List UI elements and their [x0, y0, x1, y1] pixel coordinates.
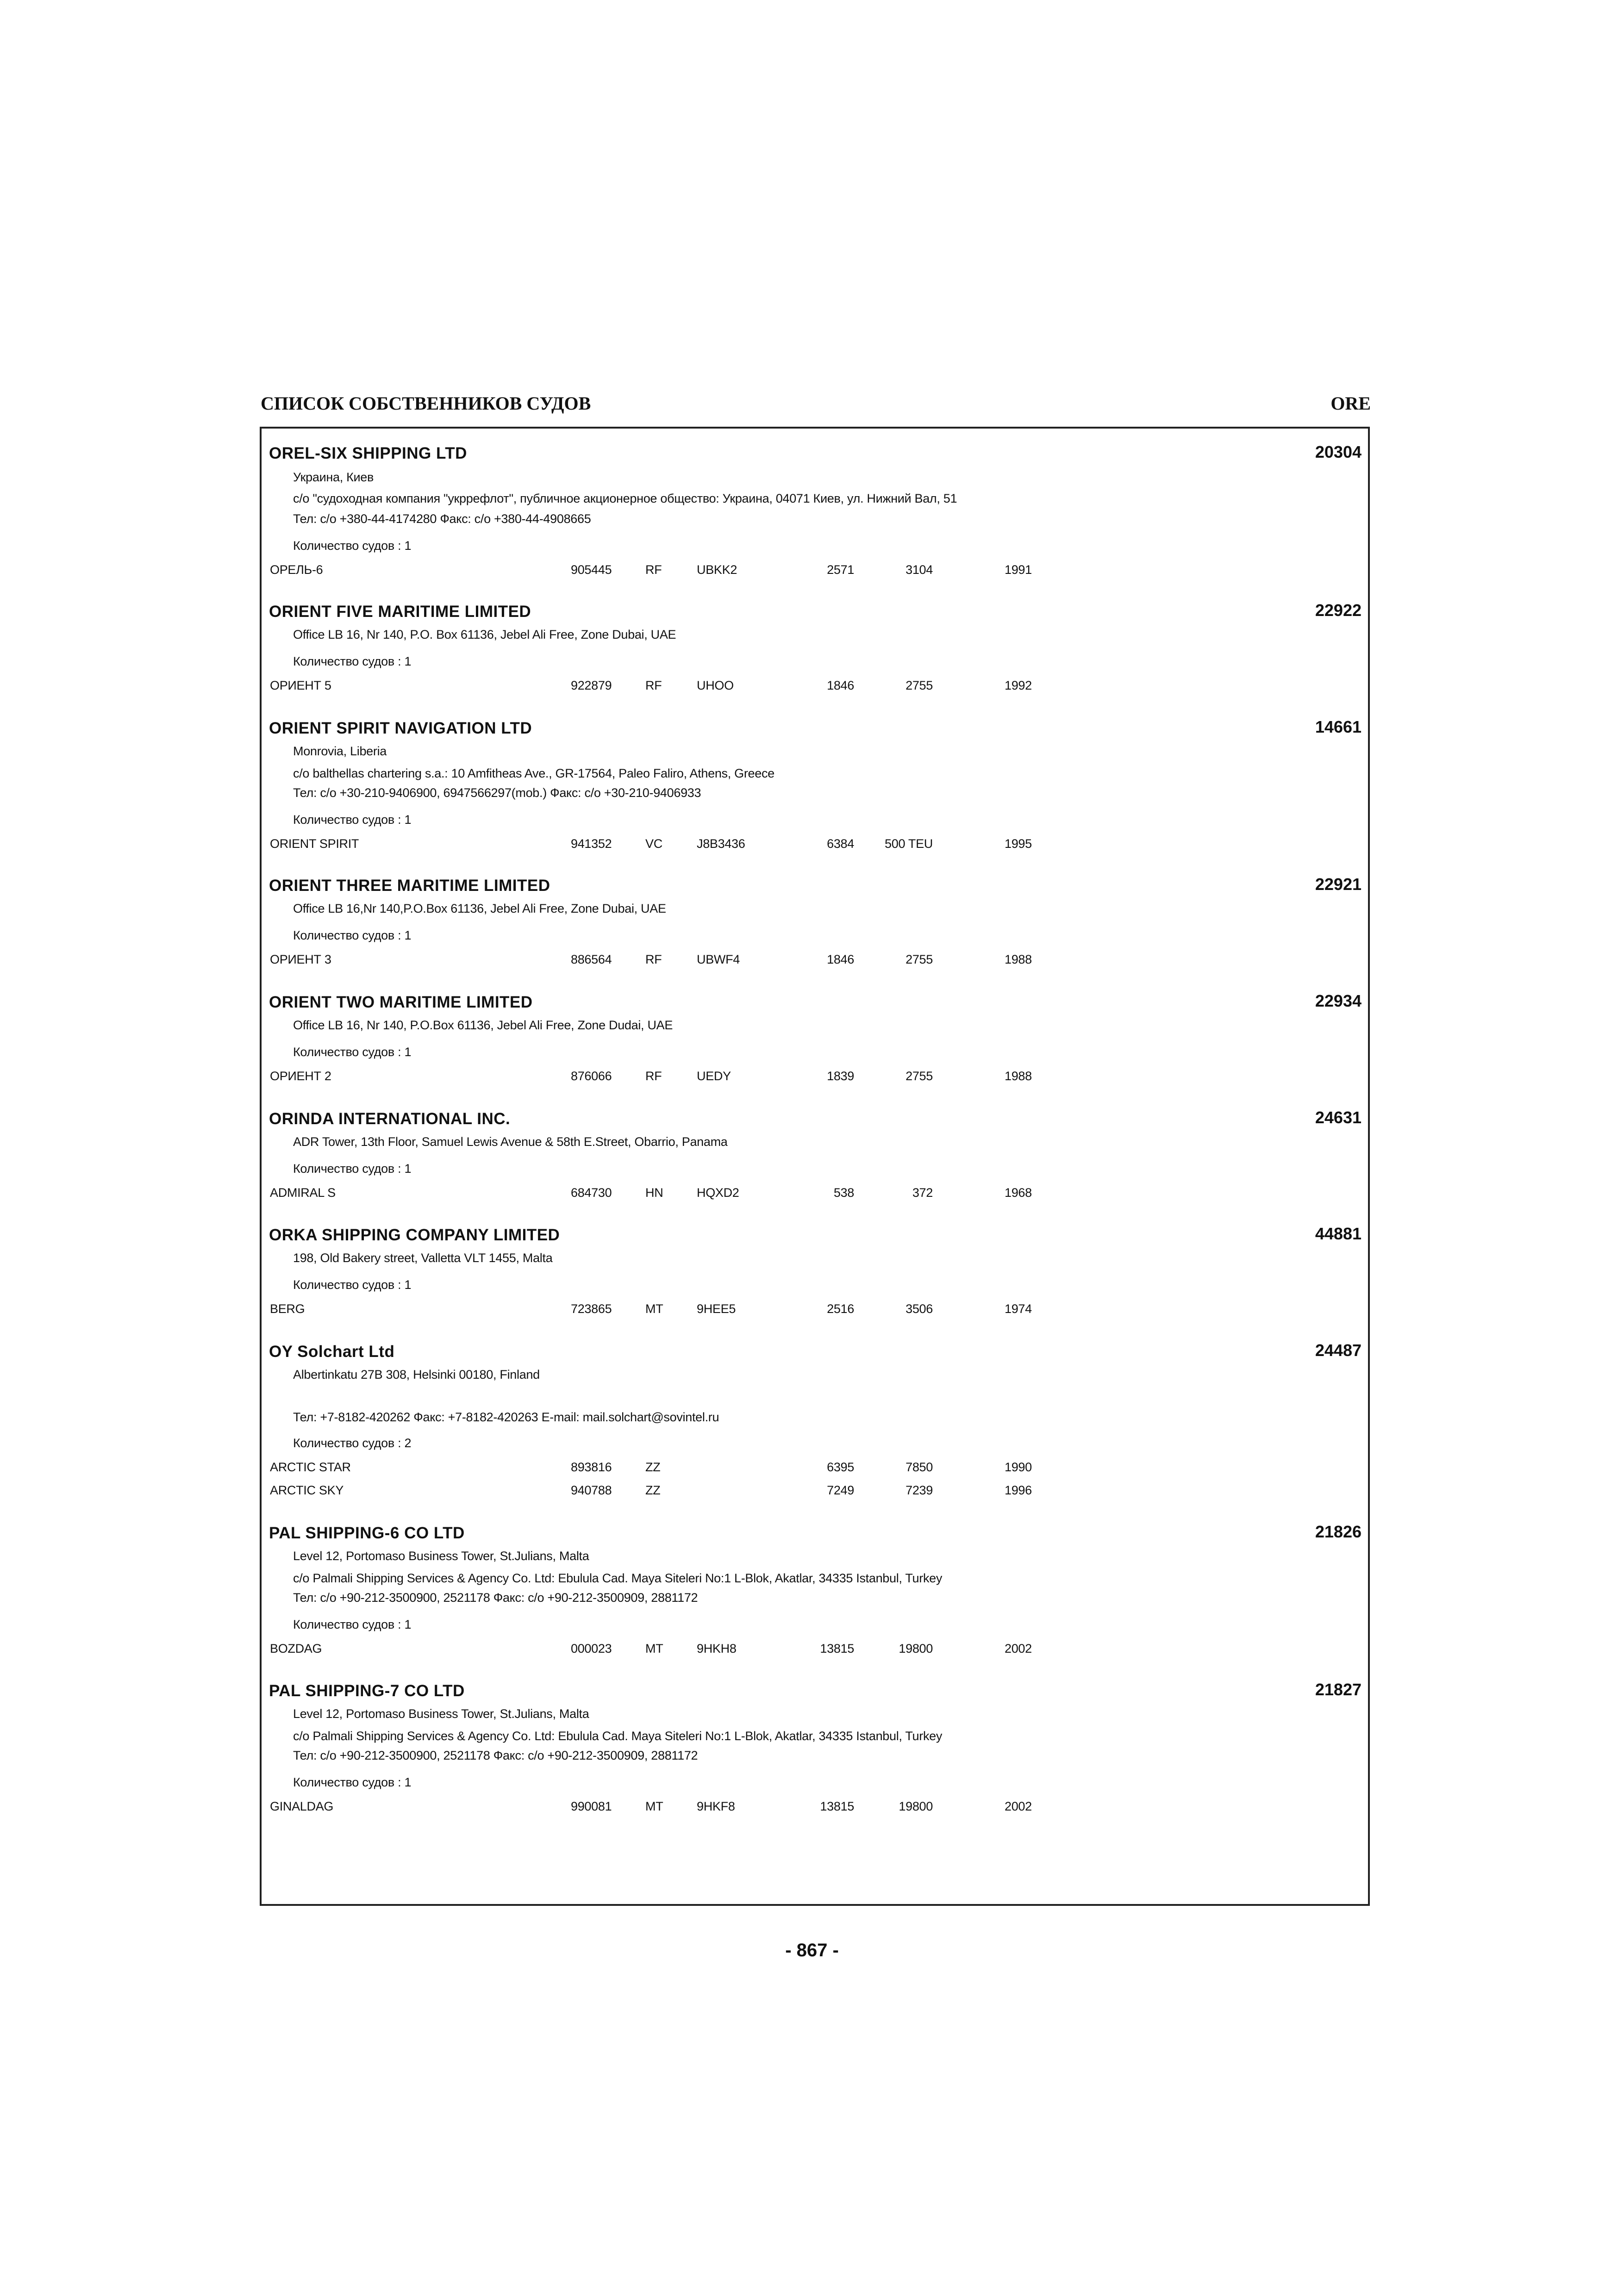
vessel-callsign: J8B3436 — [697, 837, 745, 851]
address-line: 198, Old Bakery street, Valletta VLT 1455, Malta — [293, 1251, 553, 1265]
address-line: c/o "судоходная компания "укррефлот", публичное акционерное общество: Украина, 04071 Киев, ул. Нижний Вал, 51 — [293, 492, 957, 505]
vessel-count: Количество судов : 1 — [293, 1162, 412, 1176]
page-header — [261, 392, 1371, 420]
vessel-count: Количество судов : 1 — [293, 1045, 412, 1059]
owner-code: 20304 — [1315, 442, 1362, 461]
vessel-imo: 886564 — [571, 952, 612, 966]
owner-code: 21826 — [1315, 1522, 1362, 1541]
vessel-name: GINALDAG — [270, 1799, 334, 1813]
vessel-flag: MT — [645, 1642, 663, 1655]
owner-code: 14661 — [1315, 717, 1362, 736]
vessel-name: ОРИЕНТ 5 — [270, 678, 331, 692]
vessel-row — [262, 1460, 1368, 1476]
vessel-name: BERG — [270, 1302, 305, 1316]
vessel-row — [262, 1799, 1368, 1815]
vessel-callsign: UHOO — [697, 678, 734, 692]
vessel-row — [262, 1642, 1368, 1657]
owner-code: 24631 — [1315, 1108, 1362, 1127]
address-line: Office LB 16, Nr 140, P.O. Box 61136, Jebel Ali Free, Zone Dubai, UAE — [293, 628, 676, 641]
address-line: c/o Palmali Shipping Services & Agency Co. Ltd: Ebulula Cad. Maya Siteleri No:1 L-Blok, Akatlar, 34335 Istanbul, Turkey — [293, 1571, 943, 1585]
document-title: СПИСОК СОБСТВЕННИКОВ СУДОВ — [261, 393, 591, 414]
vessel-imo: 000023 — [571, 1642, 612, 1655]
owner-name: PAL SHIPPING-6 CO LTD — [269, 1524, 465, 1542]
vessel-imo: 905445 — [571, 563, 612, 577]
owner-name: ORIENT SPIRIT NAVIGATION LTD — [269, 719, 532, 737]
contact-line: Тел: c/o +30-210-9406900, 6947566297(mob.) Факс: c/o +30-210-9406933 — [293, 786, 701, 800]
address-line: Level 12, Portomaso Business Tower, St.Julians, Malta — [293, 1707, 589, 1721]
vessel-callsign: 9HKF8 — [697, 1799, 735, 1813]
contact-line: Тел: c/o +90-212-3500900, 2521178 Факс: c/o +90-212-3500909, 2881172 — [293, 1748, 698, 1762]
owner-code: 24487 — [1315, 1341, 1362, 1360]
vessel-imo: 990081 — [571, 1799, 612, 1813]
address-line: Level 12, Portomaso Business Tower, St.Julians, Malta — [293, 1549, 589, 1563]
vessel-name: ORIENT SPIRIT — [270, 837, 359, 851]
vessel-count: Количество судов : 1 — [293, 813, 412, 827]
vessel-dwt: 19800 — [899, 1799, 933, 1813]
owner-code: 44881 — [1315, 1224, 1362, 1243]
vessel-year: 1974 — [1005, 1302, 1032, 1316]
vessel-callsign: UBKK2 — [697, 563, 737, 577]
vessel-callsign: HQXD2 — [697, 1186, 739, 1200]
vessel-dwt: 3506 — [906, 1302, 933, 1316]
vessel-name: ОРЕЛЬ-6 — [270, 563, 323, 577]
owner-code: 22934 — [1315, 991, 1362, 1010]
vessel-imo: 893816 — [571, 1460, 612, 1474]
vessel-dwt: 500 TEU — [885, 837, 933, 851]
address-line: Monrovia, Liberia — [293, 744, 387, 758]
vessel-imo: 922879 — [571, 678, 612, 692]
owner-name: ORIENT THREE MARITIME LIMITED — [269, 877, 550, 895]
vessel-flag: ZZ — [645, 1483, 661, 1497]
vessel-flag: RF — [645, 1069, 662, 1083]
vessel-gt: 1839 — [827, 1069, 854, 1083]
owner-name: PAL SHIPPING-7 CO LTD — [269, 1682, 465, 1700]
vessel-flag: HN — [645, 1186, 663, 1200]
address-line: Office LB 16, Nr 140, P.O.Box 61136, Jebel Ali Free, Zone Dudai, UAE — [293, 1018, 673, 1032]
owner-name: ORIENT TWO MARITIME LIMITED — [269, 993, 533, 1011]
owner-code: 21827 — [1315, 1680, 1362, 1699]
vessel-gt: 6395 — [827, 1460, 854, 1474]
vessel-imo: 940788 — [571, 1483, 612, 1497]
contact-line: Тел: c/o +90-212-3500900, 2521178 Факс: c/o +90-212-3500909, 2881172 — [293, 1591, 698, 1605]
vessel-count: Количество судов : 1 — [293, 1775, 412, 1789]
address-line: c/o Palmali Shipping Services & Agency Co. Ltd: Ebulula Cad. Maya Siteleri No:1 L-Blok, Akatlar, 34335 Istanbul, Turkey — [293, 1729, 943, 1743]
vessel-flag: RF — [645, 563, 662, 577]
contact-line: Тел: c/o +380-44-4174280 Факс: c/o +380-44-4908665 — [293, 512, 591, 526]
vessel-dwt: 2755 — [906, 678, 933, 692]
vessel-count: Количество судов : 1 — [293, 539, 412, 553]
vessel-imo: 723865 — [571, 1302, 612, 1316]
vessel-gt: 1846 — [827, 678, 854, 692]
vessel-year: 1991 — [1005, 563, 1032, 577]
contact-line: Тел: +7-8182-420262 Факс: +7-8182-420263 E-mail: mail.solchart@sovintel.ru — [293, 1410, 719, 1424]
vessel-name: ADMIRAL S — [270, 1186, 336, 1200]
vessel-row — [262, 1186, 1368, 1201]
vessel-callsign: UEDY — [697, 1069, 731, 1083]
vessel-name: BOZDAG — [270, 1642, 322, 1655]
address-line: Albertinkatu 27B 308, Helsinki 00180, Finland — [293, 1368, 540, 1381]
vessel-name: ОРИЕНТ 2 — [270, 1069, 331, 1083]
owner-name: OY Solchart Ltd — [269, 1343, 395, 1361]
owner-name: ORKA SHIPPING COMPANY LIMITED — [269, 1226, 560, 1244]
vessel-flag: VC — [645, 837, 662, 851]
vessel-callsign: 9HEE5 — [697, 1302, 736, 1316]
vessel-year: 1988 — [1005, 1069, 1032, 1083]
vessel-dwt: 7850 — [906, 1460, 933, 1474]
vessel-flag: RF — [645, 678, 662, 692]
vessel-row — [262, 952, 1368, 968]
vessel-flag: ZZ — [645, 1460, 661, 1474]
vessel-gt: 1846 — [827, 952, 854, 966]
vessel-count: Количество судов : 1 — [293, 1618, 412, 1631]
vessel-year: 1988 — [1005, 952, 1032, 966]
address-line: ADR Tower, 13th Floor, Samuel Lewis Avenue & 58th E.Street, Obarrio, Panama — [293, 1135, 728, 1149]
owners-list-box — [260, 427, 1370, 1906]
vessel-flag: MT — [645, 1799, 663, 1813]
vessel-row — [262, 678, 1368, 694]
vessel-count: Количество судов : 1 — [293, 1278, 412, 1292]
vessel-count: Количество судов : 2 — [293, 1436, 412, 1450]
vessel-flag: MT — [645, 1302, 663, 1316]
vessel-year: 1996 — [1005, 1483, 1032, 1497]
vessel-row — [262, 563, 1368, 579]
vessel-row — [262, 1483, 1368, 1499]
address-line: Украина, Киев — [293, 470, 374, 484]
vessel-row — [262, 1069, 1368, 1085]
owner-code: 22922 — [1315, 601, 1362, 620]
address-line: Office LB 16,Nr 140,P.O.Box 61136, Jebel Ali Free, Zone Dubai, UAE — [293, 902, 666, 915]
vessel-callsign: 9HKH8 — [697, 1642, 737, 1655]
vessel-count: Количество судов : 1 — [293, 928, 412, 942]
vessel-year: 1992 — [1005, 678, 1032, 692]
vessel-name: ARCTIC STAR — [270, 1460, 351, 1474]
owner-code: 22921 — [1315, 875, 1362, 894]
vessel-dwt: 372 — [912, 1186, 933, 1200]
owner-name: ORIENT FIVE MARITIME LIMITED — [269, 603, 531, 621]
vessel-flag: RF — [645, 952, 662, 966]
vessel-gt: 13815 — [820, 1799, 854, 1813]
vessel-gt: 6384 — [827, 837, 854, 851]
page-number: - 867 - — [785, 1940, 839, 1960]
vessel-callsign: UBWF4 — [697, 952, 740, 966]
vessel-dwt: 2755 — [906, 952, 933, 966]
vessel-row — [262, 837, 1368, 852]
vessel-gt: 538 — [833, 1186, 854, 1200]
vessel-gt: 2516 — [827, 1302, 854, 1316]
owner-name: OREL-SIX SHIPPING LTD — [269, 444, 467, 462]
vessel-gt: 13815 — [820, 1642, 854, 1655]
vessel-count: Количество судов : 1 — [293, 654, 412, 668]
vessel-name: ARCTIC SKY — [270, 1483, 344, 1497]
vessel-dwt: 7239 — [906, 1483, 933, 1497]
owner-name: ORINDA INTERNATIONAL INC. — [269, 1110, 511, 1128]
vessel-name: ОРИЕНТ 3 — [270, 952, 331, 966]
vessel-year: 1968 — [1005, 1186, 1032, 1200]
vessel-gt: 2571 — [827, 563, 854, 577]
section-code: ORE — [1330, 393, 1371, 414]
vessel-year: 1990 — [1005, 1460, 1032, 1474]
address-line: c/o balthellas chartering s.a.: 10 Amfitheas Ave., GR-17564, Paleo Faliro, Athens, Greece — [293, 766, 775, 780]
vessel-row — [262, 1302, 1368, 1318]
vessel-imo: 684730 — [571, 1186, 612, 1200]
vessel-imo: 941352 — [571, 837, 612, 851]
vessel-dwt: 3104 — [906, 563, 933, 577]
vessel-dwt: 19800 — [899, 1642, 933, 1655]
vessel-year: 2002 — [1005, 1799, 1032, 1813]
vessel-gt: 7249 — [827, 1483, 854, 1497]
vessel-year: 2002 — [1005, 1642, 1032, 1655]
vessel-dwt: 2755 — [906, 1069, 933, 1083]
vessel-imo: 876066 — [571, 1069, 612, 1083]
vessel-year: 1995 — [1005, 837, 1032, 851]
